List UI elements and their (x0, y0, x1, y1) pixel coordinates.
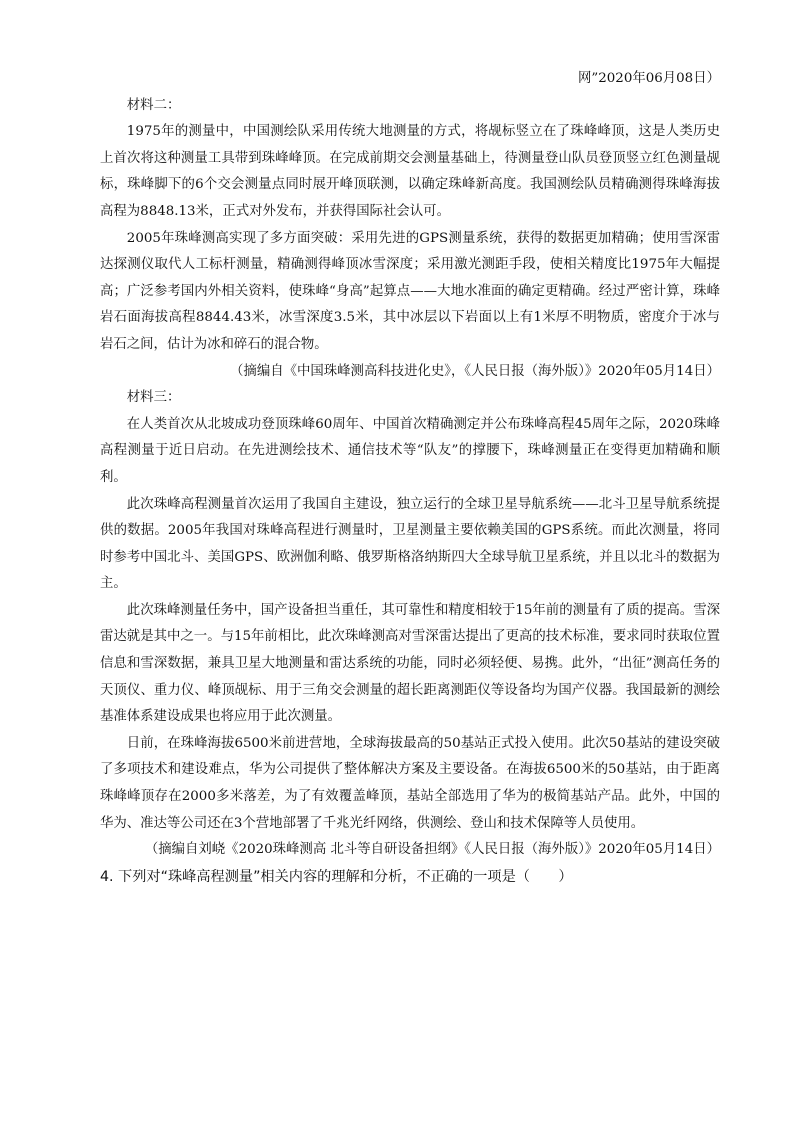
material2-paragraph-1: 1975年的测量中，中国测绘队采用传统大地测量的方式，将觇标竖立在了珠峰峰顶，这是人类历史上首次将这种测量工具带到珠峰峰顶。在完成前期交会测量基础上，待测量登山队员登顶竖立红色测量觇标，珠峰脚下的6个交会测量点同时展开峰顶联测，以确定珠峰新高度。我国测绘队员精确测得珠峰海拔高程为8848.13米，正式对外发布，并获得国际社会认可。 (100, 124, 720, 219)
question-4: 4. 下列对“珠峰高程测量”相关内容的理解和分析，不正确的一项是（ ） (100, 868, 573, 885)
material3-paragraph-3: 此次珠峰测量任务中，国产设备担当重任，其可靠性和精度相较于15年前的测量有了质的提高。雪深雷达就是其中之一。与15年前相比，此次珠峰测高对雪深雷达提出了更高的技术标准，要求同时获取位置信息和雪深数据，兼具卫星大地测量和雷达系统的功能，同时必须轻便、易携。此外，“出征”测高任务的天顶仪、重力仪、峰顶觇标、用于三角交会测量的超长距离测距仪等设备均为国产仪器。我国最新的测绘基准体系建设成果也将应用于此次测量。 (100, 602, 720, 725)
material3-heading: 材料三： (126, 390, 181, 406)
material2-heading: 材料二： (126, 97, 181, 113)
material2-source: （摘编自《中国珠峰测高科技进化史》，《人民日报（海外版）》2020年05月14日） (230, 363, 720, 379)
material2-paragraph-2: 2005年珠峰测高实现了多方面突破：采用先进的GPS测量系统，获得的数据更加精确；使用雪深雷达探测仪取代人工标杆测量，精确测得峰顶冰雪深度；采用激光测距手段，使相关精度比1975年大幅提高；广泛参考国内外相关资料，使珠峰“身高”起算点——大地水准面的确定更精确。经过严密计算，珠峰岩石面海拔高程8844.43米，冰雪深度3.5米，其中冰层以下岩面以上有1米厚不明物质，密度介于冰与岩石之间，估计为冰和碎石的混合物。 (100, 230, 720, 352)
source-line-continued: 网”2020年06月08日） (578, 71, 720, 86)
material3-paragraph-2: 此次珠峰高程测量首次运用了我国自主建设，独立运行的全球卫星导航系统——北斗卫星导航系统提供的数据。2005年我国对珠峰高程进行测量时，卫星测量主要依赖美国的GPS系统。而此次测量，将同时参考中国北斗、美国GPS、欧洲伽利略、俄罗斯格洛纳斯四大全球导航卫星系统，并且以北斗的数据为主。 (100, 496, 720, 592)
material3-paragraph-4: 日前，在珠峰海拔6500米前进营地，全球海拔最高的50基站正式投入使用。此次50基站的建设突破了多项技术和建设难点，华为公司提供了整体解决方案及主要设备。在海拔6500米的50基站，由于距离珠峰峰顶存在2000多米落差，为了有效覆盖峰顶，基站全部选用了华为的极简基站产品。此外，中国的华为、准达等公司还在3个营地部署了千兆光纤网络，供测绘、登山和技术保障等人员使用。 (100, 735, 720, 831)
material3-source: （摘编自刘峣《2020珠峰测高 北斗等自研设备担纲》《人民日报（海外版）》2020年05月14日） (144, 842, 720, 858)
material3-paragraph-1: 在人类首次从北坡成功登顶珠峰60周年、中国首次精确测定并公布珠峰高程45周年之际，2020珠峰高程测量于近日启动。在先进测绘技术、通信技术等“队友”的撑腰下，珠峰测量正在变得更加精确和顺利。 (100, 416, 720, 485)
document-content (100, 66, 720, 890)
